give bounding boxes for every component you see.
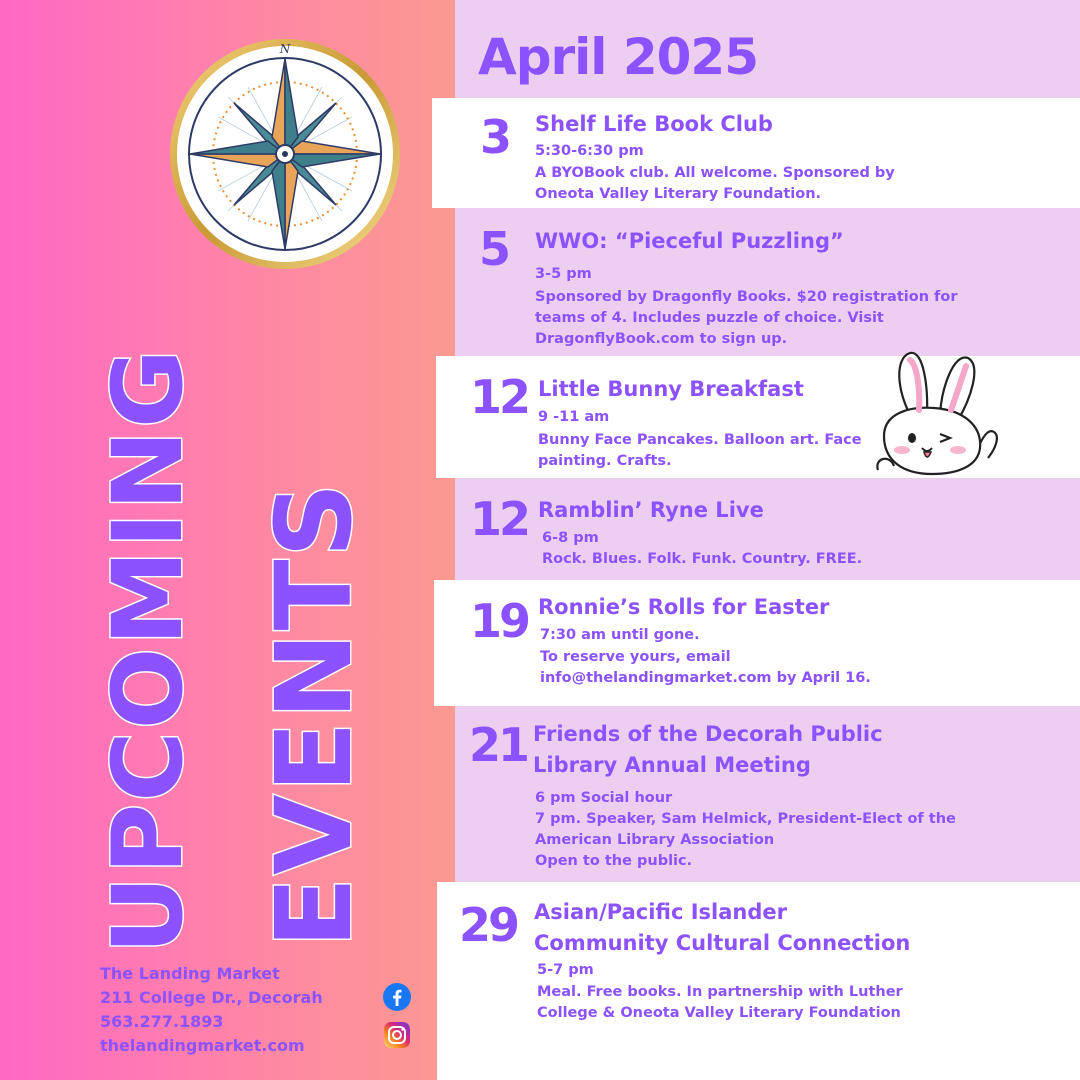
event-time: 5:30-6:30 pm bbox=[535, 143, 644, 159]
event-time: 3-5 pm bbox=[535, 266, 592, 282]
event-card bbox=[434, 580, 1080, 706]
instagram-icon[interactable] bbox=[382, 1020, 412, 1050]
waving-bunny-icon bbox=[872, 348, 1002, 480]
event-day: 12 bbox=[470, 492, 529, 546]
footer-phone[interactable]: 563.277.1893 bbox=[100, 1012, 224, 1031]
compass-rose-logo bbox=[168, 37, 402, 271]
event-card bbox=[437, 882, 1080, 1080]
event-description: To reserve yours, email bbox=[540, 649, 731, 665]
event-day: 12 bbox=[470, 370, 529, 424]
event-day: 21 bbox=[469, 718, 528, 772]
event-title: Ramblin’ Ryne Live bbox=[538, 498, 764, 522]
event-day: 3 bbox=[480, 110, 510, 164]
event-title: Friends of the Decorah Public bbox=[533, 722, 883, 746]
event-title: Shelf Life Book Club bbox=[535, 112, 773, 136]
event-description: Meal. Free books. In partnership with Luther bbox=[537, 984, 903, 1000]
facebook-icon[interactable] bbox=[382, 982, 412, 1012]
event-title: Little Bunny Breakfast bbox=[538, 377, 804, 401]
event-card bbox=[432, 98, 1080, 208]
event-description: teams of 4. Includes puzzle of choice. Visit bbox=[535, 310, 884, 326]
event-description: American Library Association bbox=[535, 832, 775, 848]
event-title: Asian/Pacific Islander bbox=[534, 900, 787, 924]
event-card bbox=[455, 706, 1080, 882]
svg-text:N: N bbox=[279, 42, 291, 56]
event-day: 19 bbox=[470, 594, 529, 648]
event-time: 7:30 am until gone. bbox=[540, 627, 700, 643]
event-card bbox=[455, 478, 1080, 580]
event-description: Open to the public. bbox=[535, 853, 693, 869]
event-time: 9 -11 am bbox=[538, 409, 610, 425]
event-description: College & Oneota Valley Literary Foundation bbox=[537, 1005, 901, 1021]
event-description: info@thelandingmarket.com by April 16. bbox=[540, 670, 871, 686]
event-description: Rock. Blues. Folk. Funk. Country. FREE. bbox=[542, 551, 863, 567]
headline-upcoming: UPCOMING bbox=[92, 347, 204, 954]
event-title: Community Cultural Connection bbox=[534, 931, 911, 955]
event-title: WWO: “Pieceful Puzzling” bbox=[535, 229, 844, 253]
event-description: Oneota Valley Literary Foundation. bbox=[535, 186, 822, 202]
event-time: 6 pm Social hour bbox=[535, 790, 673, 806]
headline-events: EVENTS bbox=[253, 480, 375, 948]
event-time: 5-7 pm bbox=[537, 962, 594, 978]
event-card bbox=[455, 208, 1080, 356]
event-day: 5 bbox=[479, 222, 509, 276]
footer-address: 211 College Dr., Decorah bbox=[100, 988, 323, 1007]
event-description: A BYOBook club. All welcome. Sponsored by bbox=[535, 165, 895, 181]
event-description: 7 pm. Speaker, Sam Helmick, President-Elect of the bbox=[535, 811, 956, 827]
event-description: painting. Crafts. bbox=[538, 453, 672, 469]
event-description: Sponsored by Dragonfly Books. $20 registration for bbox=[535, 289, 958, 305]
event-description: Bunny Face Pancakes. Balloon art. Face bbox=[538, 432, 862, 448]
event-title: Ronnie’s Rolls for Easter bbox=[538, 595, 830, 619]
event-title: Library Annual Meeting bbox=[533, 753, 811, 777]
event-description: DragonflyBook.com to sign up. bbox=[535, 331, 788, 347]
footer-website-link[interactable]: thelandingmarket.com bbox=[100, 1036, 305, 1055]
event-time: 6-8 pm bbox=[542, 530, 599, 546]
month-title: April 2025 bbox=[478, 28, 758, 86]
footer-business-name: The Landing Market bbox=[100, 964, 280, 983]
event-day: 29 bbox=[459, 898, 518, 952]
